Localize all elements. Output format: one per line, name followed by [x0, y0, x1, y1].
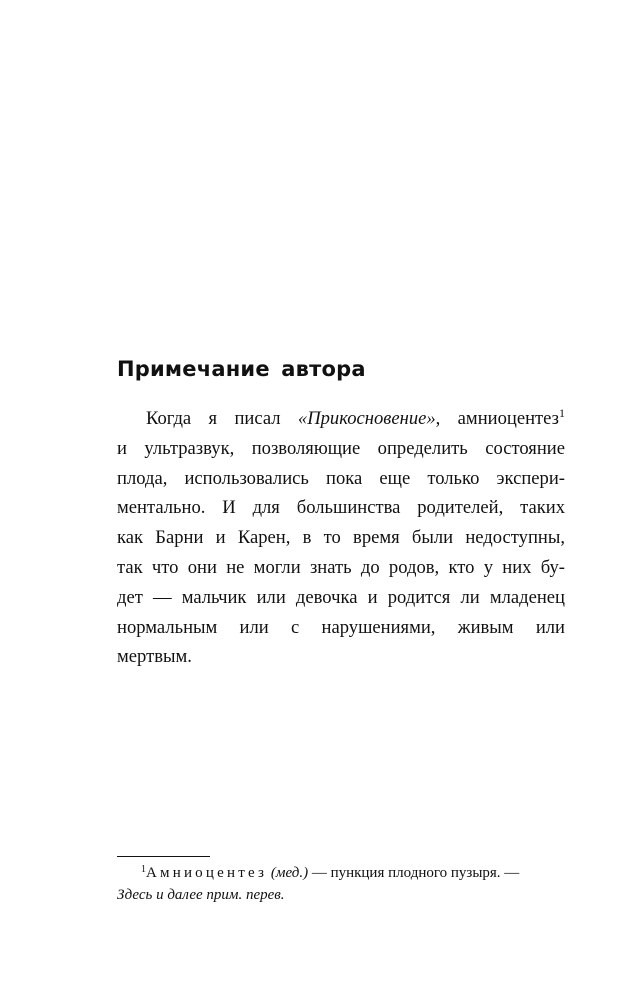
footnote-number: 1 [141, 864, 146, 875]
text-run: , амниоцентез [435, 408, 559, 429]
footnote [117, 862, 565, 906]
paragraph-line: мертвым. [117, 646, 192, 668]
paragraph-line: нормальным или с нарушениями, живым или [117, 616, 565, 638]
footnote-divider [117, 856, 210, 857]
paragraph-line: плода, использовались пока еще только экспери- [117, 467, 565, 489]
paragraph-line: как Барни и Карен, в то время были недоступны, [117, 527, 565, 549]
footnote-translator-note: Здесь и далее прим. перев. [117, 887, 285, 903]
body-paragraph [117, 404, 565, 672]
footnote-reference[interactable]: 1 [559, 406, 565, 420]
footnote-line [117, 862, 565, 884]
paragraph-line: так что они не могли знать до родов, кто у них бу- [117, 556, 565, 578]
footnote-abbreviation: (мед.) [270, 865, 309, 881]
footnote-definition: — пункция плодного пузыря. — [308, 865, 520, 881]
chapter-heading: Примечание автора [117, 357, 366, 381]
footnote-term: Амниоцентез [146, 865, 268, 881]
text-run: Когда я писал [146, 408, 298, 429]
book-title: «Прикосновение» [297, 408, 436, 429]
paragraph-line: и ультразвук, позволяющие определить состояние [117, 437, 565, 459]
paragraph-line [117, 404, 565, 434]
paragraph-line: ментально. И для большинства родителей, таких [117, 497, 565, 519]
paragraph-line: дет — мальчик или девочка и родится ли младенец [117, 586, 565, 608]
